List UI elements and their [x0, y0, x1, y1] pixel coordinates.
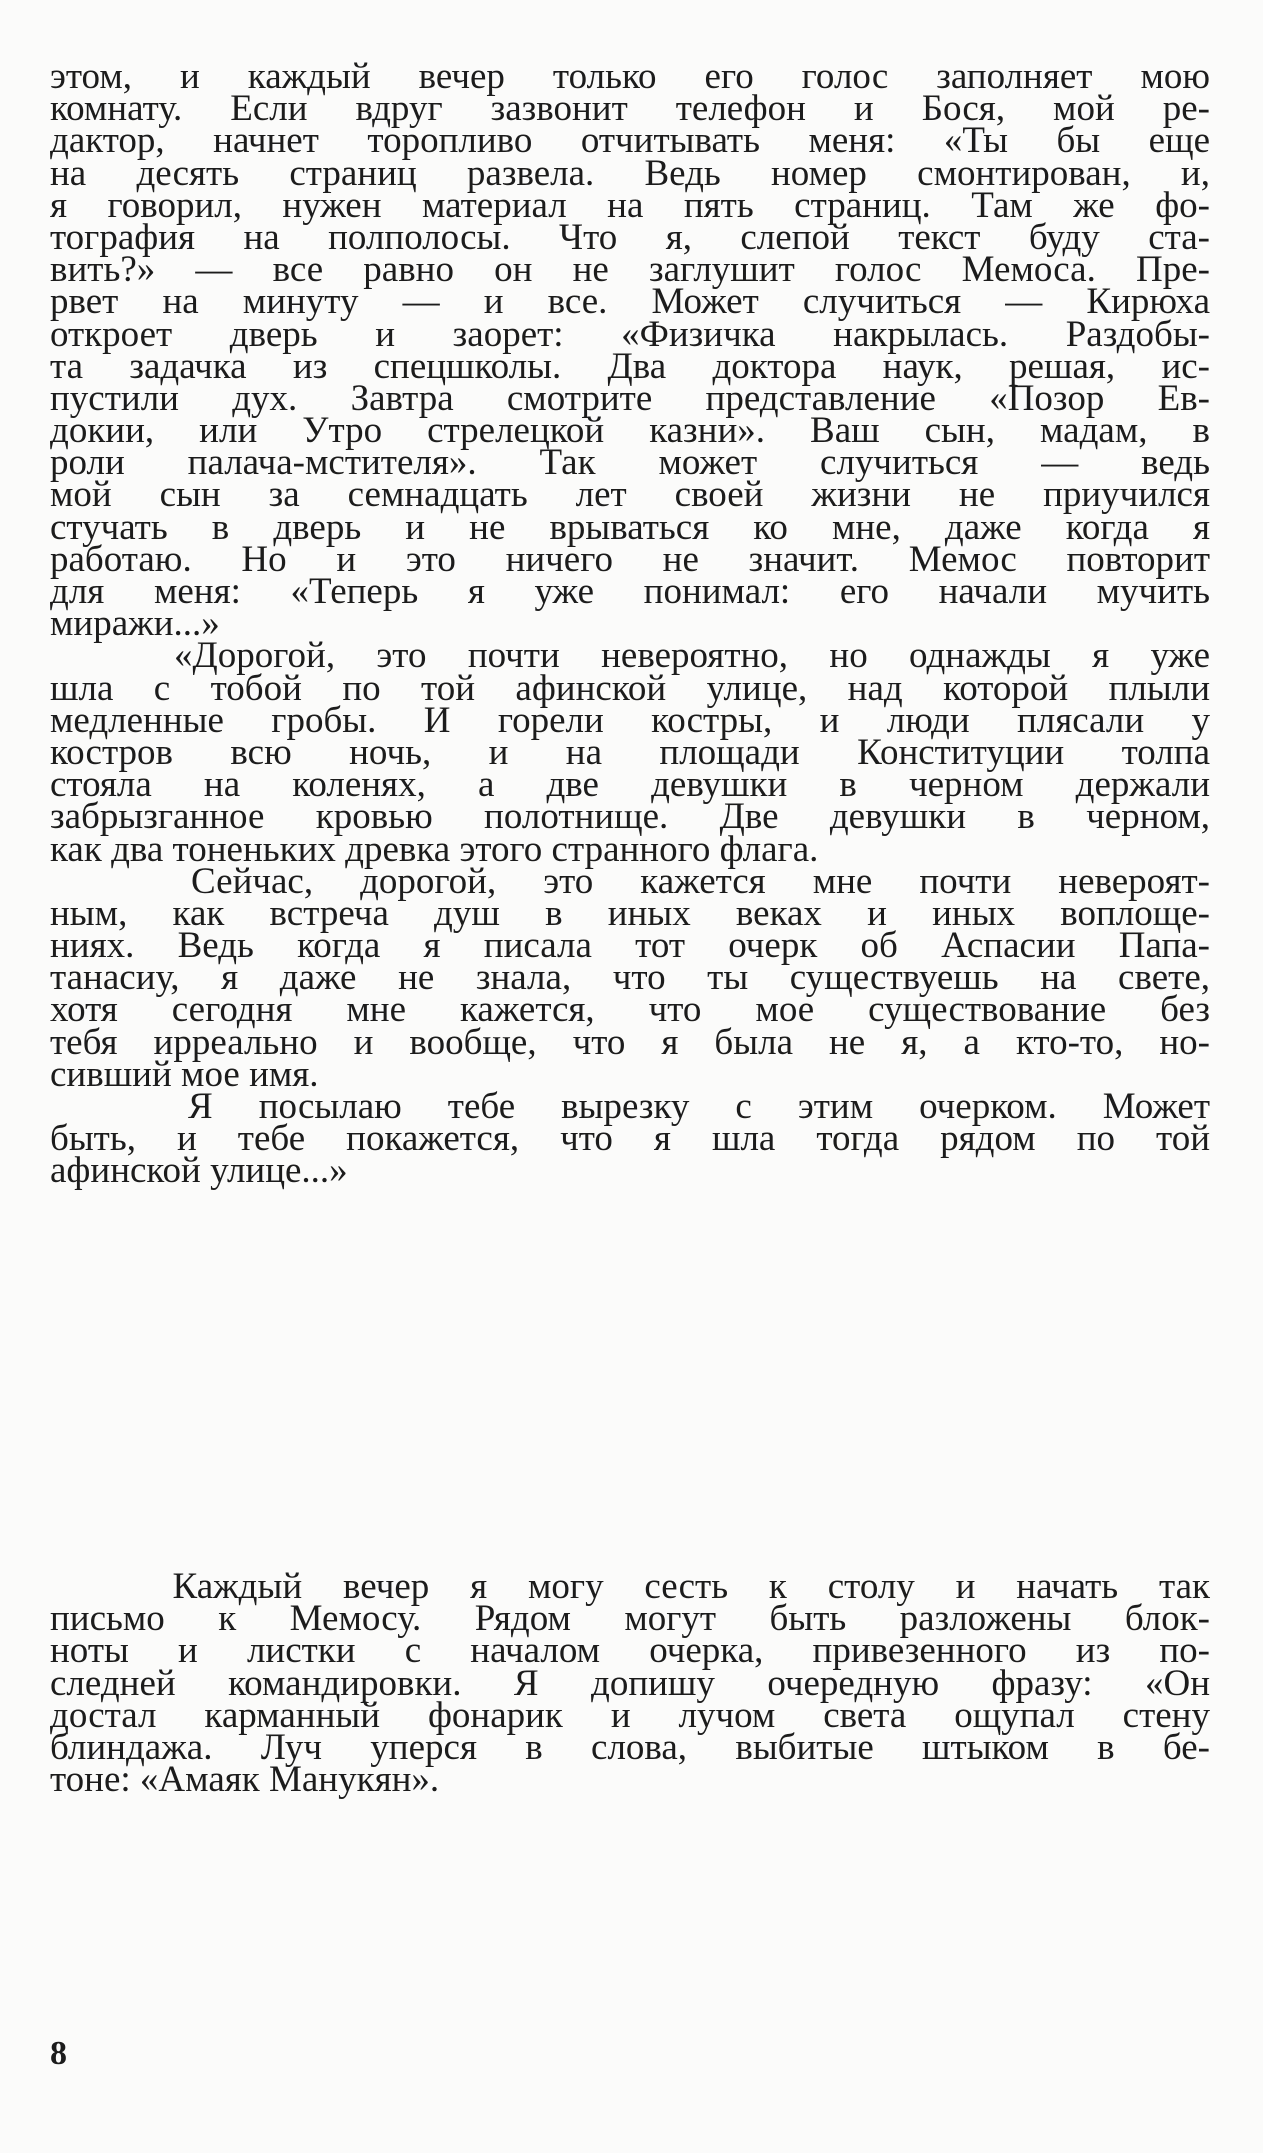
- text-line: комнату. Если вдруг зазвонит телефон и Бося, мой ре-: [50, 88, 1210, 130]
- text-line: стояла на коленях, а две девушки в черном держали: [50, 764, 1210, 806]
- text-line: «Дорогой, это почти невероятно, но однажды я уже: [50, 635, 1210, 677]
- text-line: быть, и тебе покажется, что я шла тогда рядом по той: [50, 1118, 1210, 1160]
- text-line: тебя ирреально и вообще, что я была не я, а кто-то, но-: [50, 1021, 1210, 1063]
- text-line: сивший мое имя.: [50, 1053, 319, 1095]
- text-line: рвет на минуту — и все. Может случиться — Кирюха: [50, 281, 1210, 323]
- text-line: шла с тобой по той афинской улице, над которой плыли: [50, 667, 1210, 709]
- text-line: как два тоненьких древка этого странного флага.: [50, 828, 819, 870]
- text-line: костров всю ночь, и на площади Конституции толпа: [50, 731, 1210, 773]
- text-line: пустили дух. Завтра смотрите представление «Позор Ев-: [50, 377, 1210, 419]
- text-line: работаю. Но и это ничего не значит. Мемос повторит: [50, 538, 1210, 580]
- text-line: тоне: «Амаяк Манукян».: [50, 1759, 440, 1801]
- text-line: тография на полполосы. Что я, слепой текст буду ста-: [50, 216, 1210, 258]
- text-line: вить?» — все равно он не заглушит голос Мемоса. Пре-: [50, 249, 1210, 291]
- text-line: этом, и каждый вечер только его голос заполняет мою: [50, 56, 1210, 97]
- text-line: ным, как встреча душ в иных веках и иных воплоще-: [50, 892, 1210, 934]
- text-line: медленные гробы. И горели костры, и люди плясали у: [50, 699, 1210, 741]
- text-line: та задачка из спецшколы. Два доктора наук, решая, ис-: [50, 345, 1210, 387]
- text-line: забрызганное кровью полотнище. Две девушки в черном,: [50, 796, 1210, 838]
- text-line: письмо к Мемосу. Рядом могут быть разложены блок-: [50, 1598, 1210, 1640]
- text-line: мой сын за семнадцать лет своей жизни не приучился: [50, 474, 1210, 516]
- second-text-block: [50, 1566, 1210, 1801]
- text-line: ноты и листки с началом очерка, привезенного из по-: [50, 1630, 1210, 1672]
- text-line: я говорил, нужен материал на пять страниц. Там же фо-: [50, 184, 1210, 226]
- text-line: Я посылаю тебе вырезку с этим очерком. Может: [50, 1086, 1210, 1127]
- text-line: Каждый вечер я могу сесть к столу и начать так: [50, 1566, 1210, 1607]
- text-line: следней командировки. Я допишу очередную фразу: «Он: [50, 1662, 1210, 1704]
- main-text-block: [50, 56, 1210, 1192]
- text-line: блиндажа. Луч уперся в слова, выбитые штыком в бе-: [50, 1726, 1210, 1768]
- text-line: на десять страниц развела. Ведь номер смонтирован, и,: [50, 152, 1210, 194]
- text-line: миражи...»: [50, 603, 220, 645]
- text-line: достал карманный фонарик и лучом света ощупал стену: [50, 1694, 1210, 1736]
- text-line: Сейчас, дорогой, это кажется мне почти невероят-: [50, 860, 1210, 902]
- text-line: афинской улице...»: [50, 1150, 348, 1192]
- text-line: докии, или Утро стрелецкой казни». Ваш сын, мадам, в: [50, 410, 1210, 452]
- text-line: хотя сегодня мне кажется, что мое существование без: [50, 989, 1210, 1031]
- text-line: дактор, начнет торопливо отчитывать меня: «Ты бы еще: [50, 120, 1210, 162]
- page-number: 8: [50, 2035, 67, 2072]
- text-line: откроет дверь и заорет: «Физичка накрылась. Раздобы-: [50, 313, 1210, 355]
- text-line: для меня: «Теперь я уже понимал: его начали мучить: [50, 571, 1210, 612]
- text-line: стучать в дверь и не врываться ко мне, даже когда я: [50, 506, 1210, 548]
- text-line: роли палача-мстителя». Так может случиться — ведь: [50, 442, 1210, 484]
- text-line: танасиу, я даже не знала, что ты существуешь на свете,: [50, 957, 1210, 999]
- text-line: ниях. Ведь когда я писала тот очерк об Аспасии Папа-: [50, 925, 1210, 967]
